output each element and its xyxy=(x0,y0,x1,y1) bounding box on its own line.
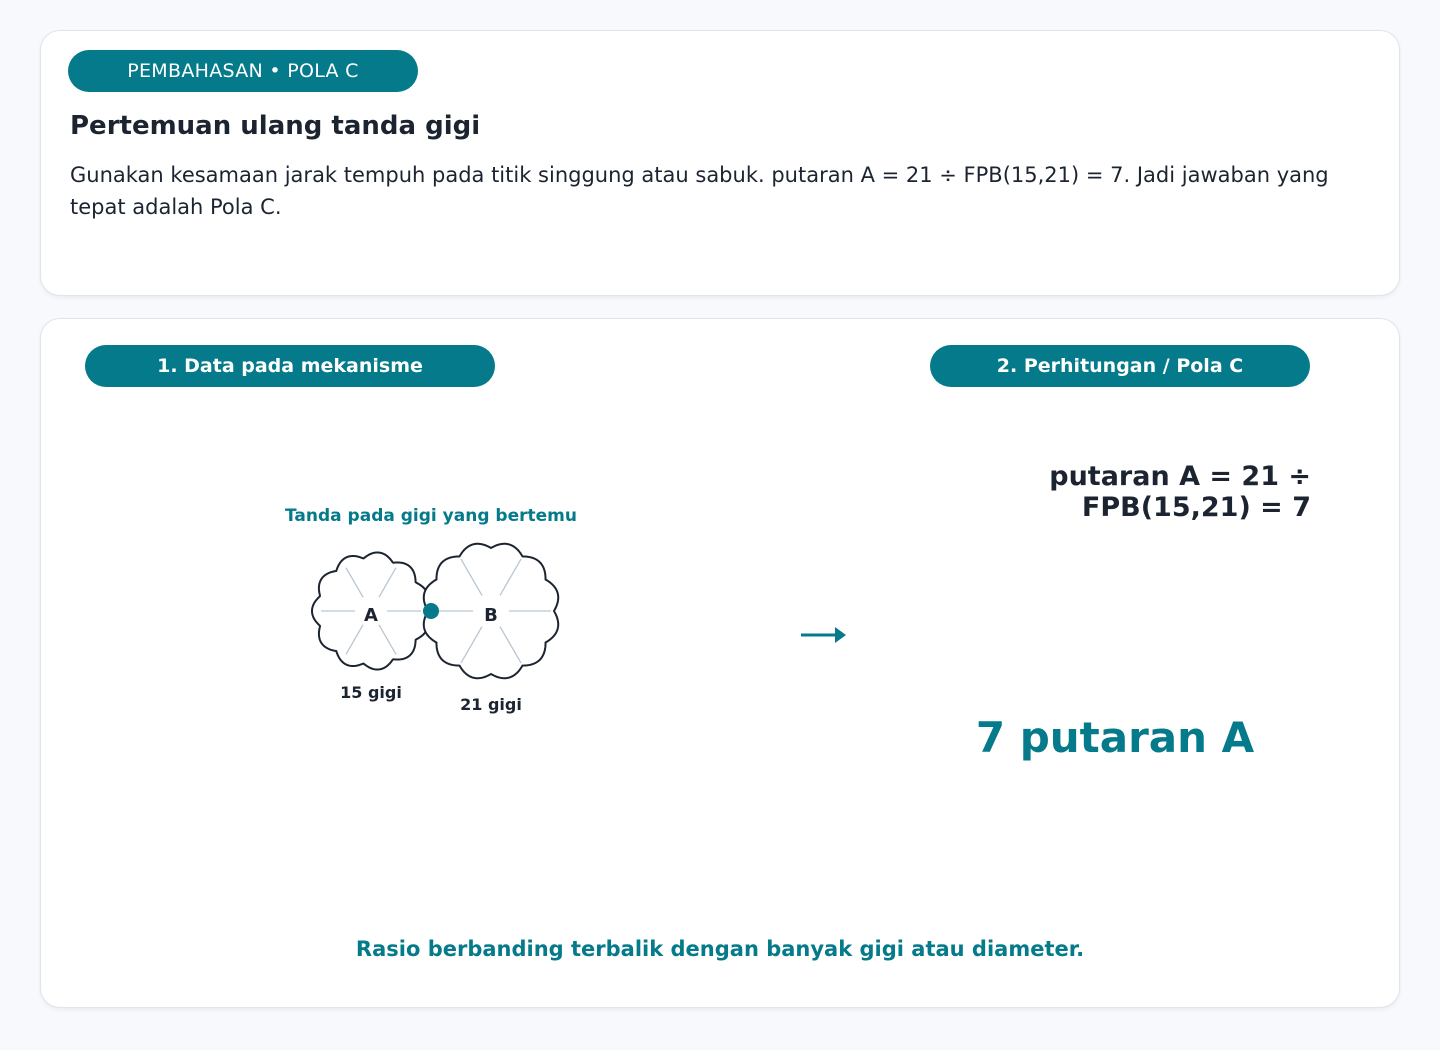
solution-card xyxy=(40,318,1400,1008)
gear-diagram xyxy=(41,319,1399,1007)
step1-header: 1. Data pada mekanisme xyxy=(85,345,495,387)
gear-a-label: A xyxy=(364,605,378,626)
step2-header: 2. Perhitungan / Pola C xyxy=(930,345,1310,387)
contact-mark-dot xyxy=(423,603,439,619)
section-badge: PEMBAHASAN • POLA C xyxy=(68,50,418,92)
footer-note: Rasio berbanding terbalik dengan banyak gigi atau diameter. xyxy=(355,937,1085,961)
gear-b-label: B xyxy=(484,605,498,626)
gear-a-teeth-label: 15 gigi xyxy=(340,683,402,702)
page-title: Pertemuan ulang tanda gigi xyxy=(70,111,481,141)
explanation-text: Gunakan kesamaan jarak tempuh pada titik singgung atau sabuk. putaran A = 21 ÷ FPB(15,21) = 7. Jadi jawaban yang tepat adalah Pola C. xyxy=(70,163,1329,219)
calculation-formula: putaran A = 21 ÷ FPB(15,21) = 7 xyxy=(1049,461,1311,523)
gear-b-teeth-label: 21 gigi xyxy=(460,695,522,714)
calculation-result: 7 putaran A xyxy=(975,713,1255,762)
arrow-right-icon xyxy=(801,627,846,643)
explanation-card xyxy=(40,30,1400,296)
diagram-caption: Tanda pada gigi yang bertemu xyxy=(285,506,577,526)
